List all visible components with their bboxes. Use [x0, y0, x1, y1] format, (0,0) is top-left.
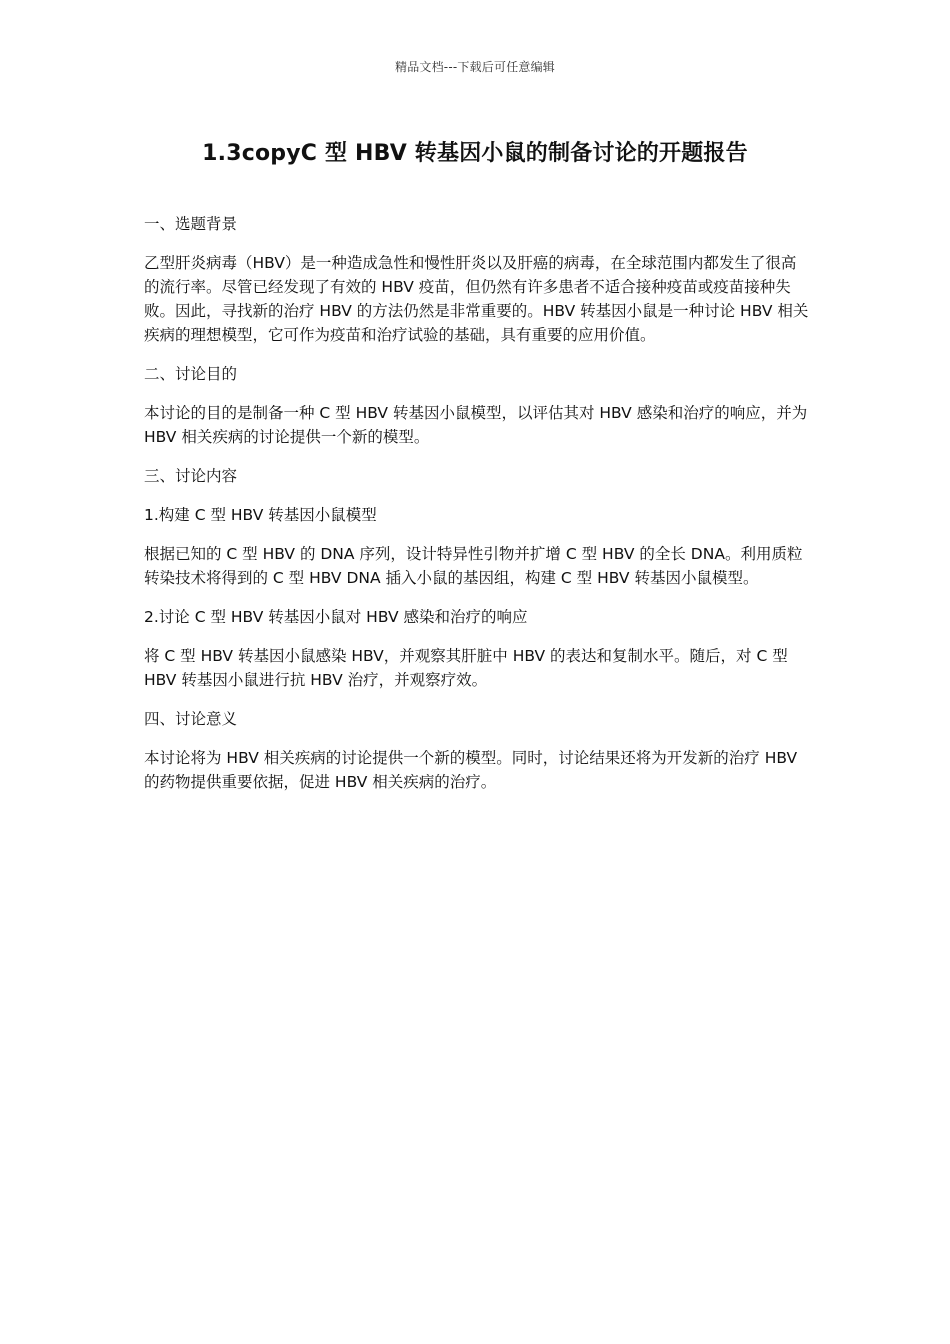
paragraph-purpose: 本讨论的目的是制备一种 C 型 HBV 转基因小鼠模型，以评估其对 HBV 感染和治疗的响应，并为 HBV 相关疾病的讨论提供一个新的模型。 — [144, 404, 808, 446]
section-heading-background: 一、选题背景 — [144, 215, 238, 233]
subsection-heading-1: 1.构建 C 型 HBV 转基因小鼠模型 — [144, 506, 377, 524]
page-header: 精品文档---下载后可任意编辑 — [395, 60, 555, 74]
paragraph-significance: 本讨论将为 HBV 相关疾病的讨论提供一个新的模型。同时，讨论结果还将为开发新的治疗 HBV 的药物提供重要依据，促进 HBV 相关疾病的治疗。 — [144, 749, 798, 791]
paragraph-subsection-1: 根据已知的 C 型 HBV 的 DNA 序列，设计特异性引物并扩增 C 型 HBV 的全长 DNA。利用质粒转染技术将得到的 C 型 HBV DNA 插入小鼠的基因组，构建 C 型 HBV 转基因小鼠模型。 — [144, 545, 803, 587]
document-body — [144, 212, 809, 809]
paragraph-background: 乙型肝炎病毒（HBV）是一种造成急性和慢性肝炎以及肝癌的病毒，在全球范围内都发生了很高的流行率。尽管已经发现了有效的 HBV 疫苗，但仍然有许多患者不适合接种疫苗或疫苗接种失败。因此，寻找新的治疗 HBV 的方法仍然是非常重要的。HBV 转基因小鼠是一种讨论 HBV 相关疾病的理想模型，它可作为疫苗和治疗试验的基础，具有重要的应用价值。 — [144, 254, 809, 344]
subsection-heading-2: 2.讨论 C 型 HBV 转基因小鼠对 HBV 感染和治疗的响应 — [144, 608, 528, 626]
section-heading-content: 三、讨论内容 — [144, 467, 238, 485]
paragraph-subsection-2: 将 C 型 HBV 转基因小鼠感染 HBV，并观察其肝脏中 HBV 的表达和复制水平。随后，对 C 型 HBV 转基因小鼠进行抗 HBV 治疗，并观察疗效。 — [144, 647, 788, 689]
section-heading-purpose: 二、讨论目的 — [144, 365, 238, 383]
section-heading-significance: 四、讨论意义 — [144, 710, 238, 728]
document-title: 1.3copyC 型 HBV 转基因小鼠的制备讨论的开题报告 — [202, 141, 748, 166]
